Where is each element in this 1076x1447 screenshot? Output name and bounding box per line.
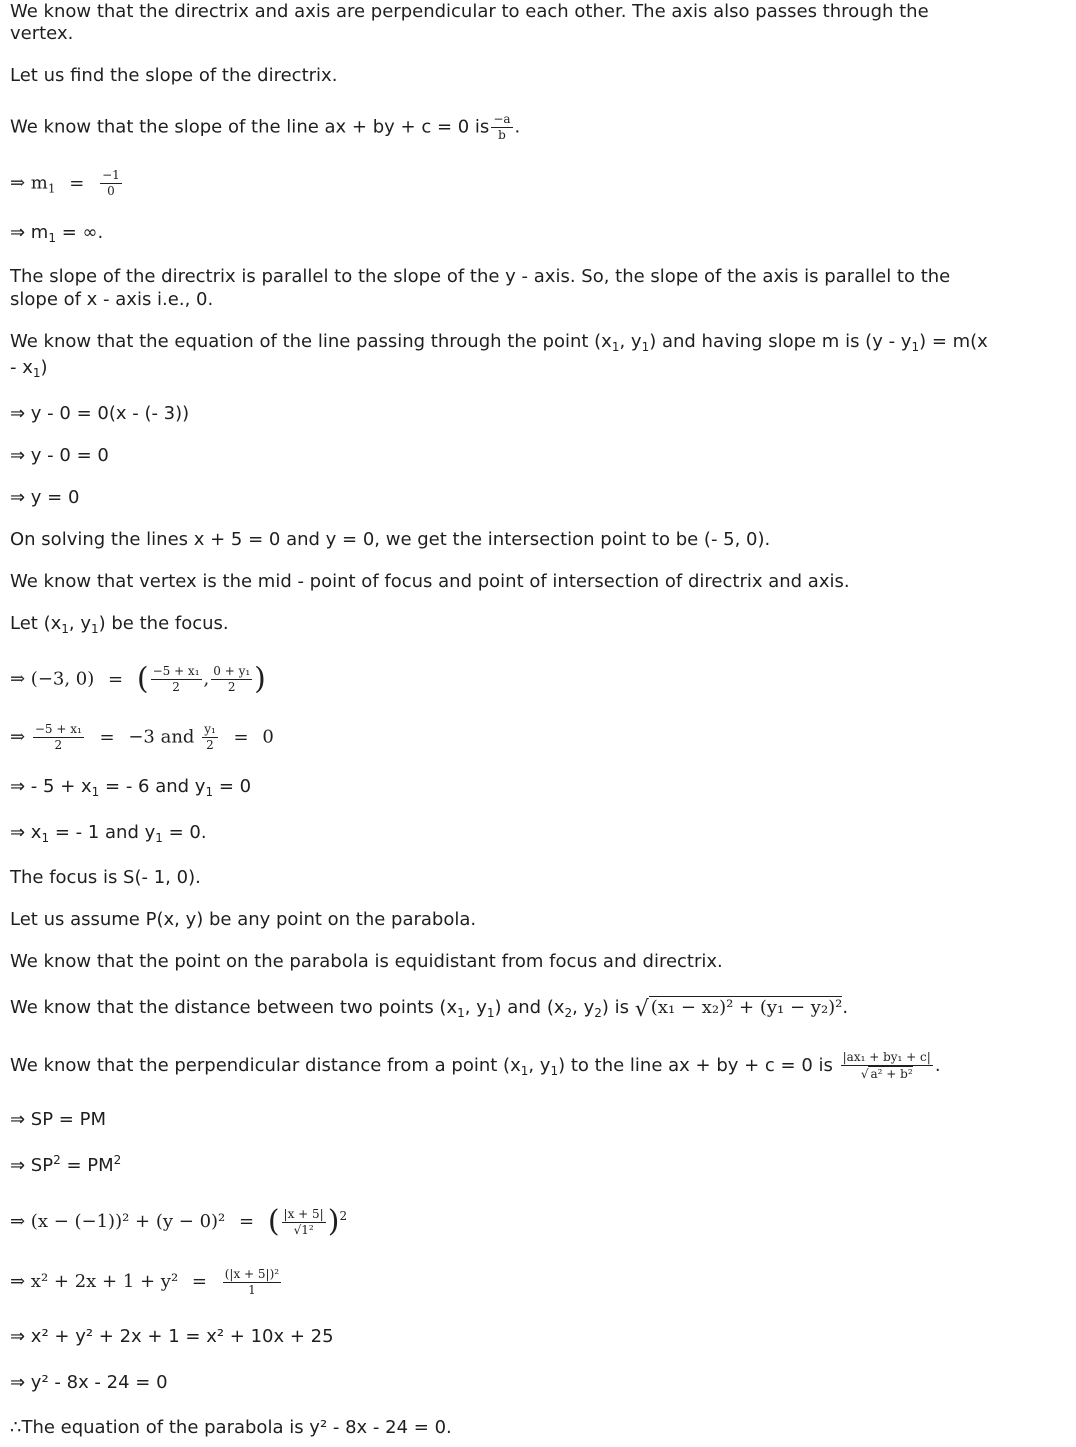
- final-answer: ∴The equation of the parabola is y² - 8x - 24 = 0.: [10, 1417, 452, 1438]
- step-3: ⇒ y = 0: [10, 487, 80, 508]
- vertex-equation: ⇒ (−3, 0) = ( $\frac{\text{−5 + x₁}}{2}$ , $\frac{\text{0 + y₁}}{2}$ ): [10, 661, 266, 697]
- component-equation: ⇒ $\frac{\text{−5 + x₁}}{2}$ = −3 and $\frac{\text{y₁}}{2}$ = 0: [10, 722, 274, 752]
- perp-distance-line: We know that the perpendicular distance from a point ($x_1$, $y_1$) to the line ax + by + c = 0 is $\frac{\text{|ax₁ + by₁ + c|}}{\text{√ a² + b²}}$ .: [10, 1050, 941, 1081]
- step-9: ⇒ x² + 2x + 1 + y² = $\frac{\text{(|x + 5|)²}}{1}$: [10, 1266, 280, 1297]
- slope-formula-line: We know that the slope of the line ax + by + c = 0 is $\frac{-a}{b}$ .: [10, 112, 521, 142]
- focus-let-line: Let ($x_1$, $y_1$) be the focus.: [10, 613, 229, 636]
- step-4: ⇒ - $5 + x_1$ = - 6 and $y_1 = 0$: [10, 776, 252, 799]
- m1-fraction-line: ⇒ $m_1$ = $\frac{-1}{0}$: [10, 168, 120, 198]
- point-slope-line-1: We know that the equation of the line passing through the point ($x_1$, $y_1$) and having slope m is $(y - y_1) = m(x$: [10, 331, 988, 354]
- step-8: ⇒ (x − (−1))² + (y − 0)² = ( $\frac{|x + 5|}{\text{√1²}}$ )$^2$: [10, 1204, 348, 1239]
- distance-formula-line: We know that the distance between two points ($x_1$, $y_1$) and ($x_2$, $y_2$) is √ (x₁ − x₂)² + (y₁ − y₂)².: [10, 997, 849, 1022]
- step-11: ⇒ y² - 8x - 24 = 0: [10, 1372, 168, 1393]
- equidistant-line: We know that the point on the parabola is equidistant from focus and directrix.: [10, 951, 723, 972]
- step-10: ⇒ x² + y² + 2x + 1 = x² + 10x + 25: [10, 1326, 334, 1347]
- intro-line-2: vertex.: [10, 23, 74, 44]
- step-5: ⇒ $x_1$ = - 1 and $y_1 = 0$.: [10, 822, 207, 845]
- parallel-line-1: The slope of the directrix is parallel to the slope of the y - axis. So, the slope of the axis is parallel to the: [10, 266, 951, 287]
- m1-infinity-line: ⇒ $m_1$ = ∞.: [10, 222, 104, 245]
- intersection-line: On solving the lines x + 5 = 0 and y = 0, we get the intersection point to be (- 5, 0).: [10, 529, 771, 550]
- focus-result: The focus is S(- 1, 0).: [10, 867, 201, 888]
- slope-intro: Let us find the slope of the directrix.: [10, 65, 338, 86]
- point-slope-line-2: - $x_1$): [10, 357, 48, 380]
- parallel-line-2: slope of x - axis i.e., 0.: [10, 289, 214, 310]
- intro-line-1: We know that the directrix and axis are perpendicular to each other. The axis also passes through the: [10, 1, 929, 22]
- step-2: ⇒ y - 0 = 0: [10, 445, 109, 466]
- step-1: ⇒ y - 0 = 0(x - (- 3)): [10, 403, 190, 424]
- slope-fraction: $\frac{-a}{b}$: [493, 112, 511, 142]
- step-6: ⇒ SP = PM: [10, 1109, 106, 1130]
- step-7: ⇒ $SP^2 = PM^2$: [10, 1153, 122, 1176]
- vertex-midpoint-line: We know that vertex is the mid - point of focus and point of intersection of directrix and axis.: [10, 571, 850, 592]
- assume-point: Let us assume P(x, y) be any point on the parabola.: [10, 909, 477, 930]
